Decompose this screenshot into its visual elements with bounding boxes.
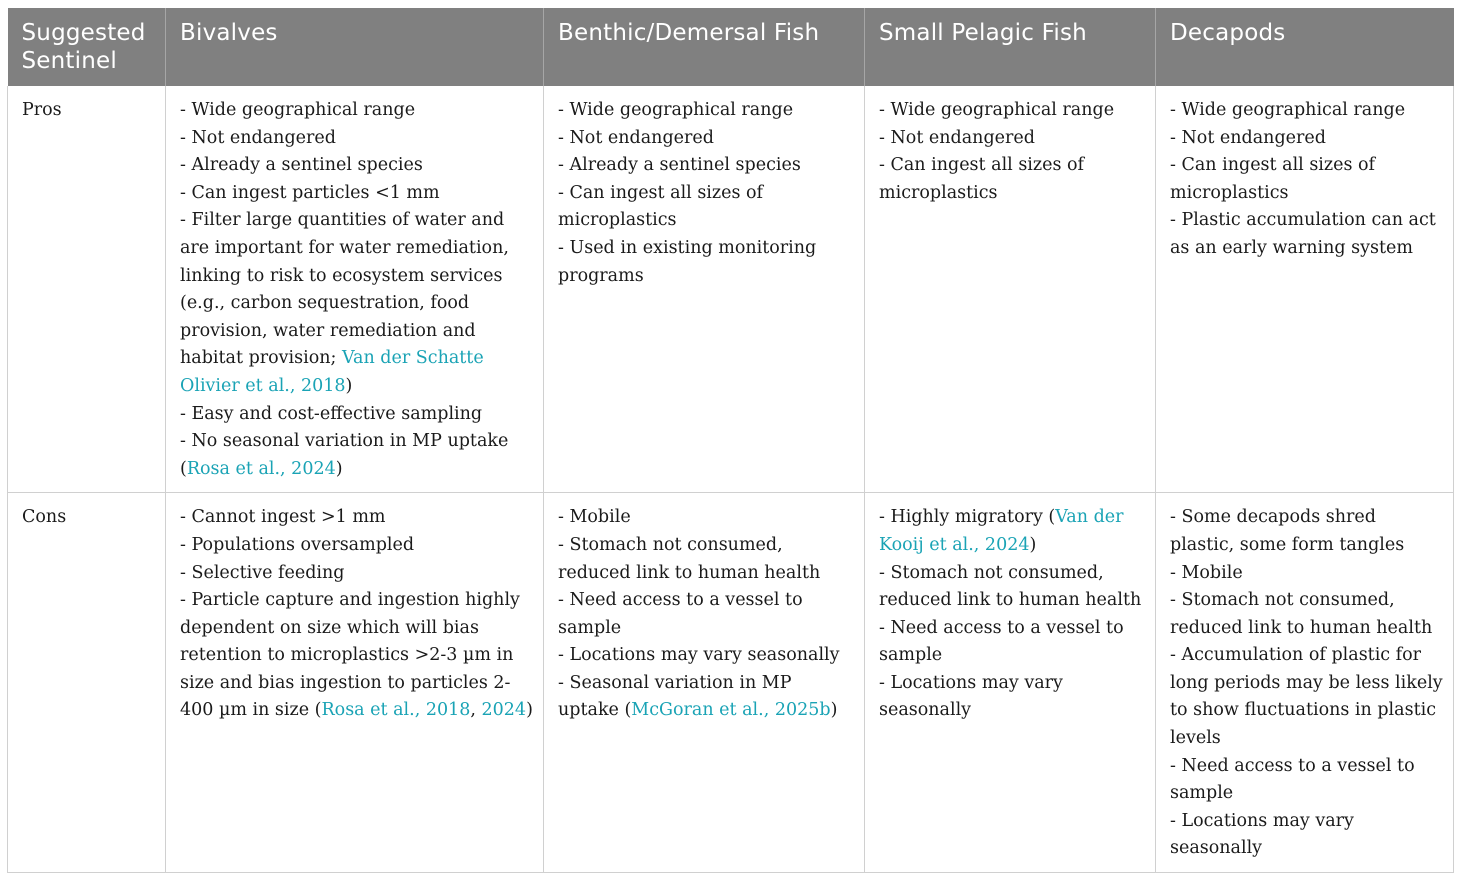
bullet-text: - Wide geographical range: [558, 100, 794, 120]
bullet-item: [879, 504, 1145, 559]
cell-pros-small-pelagic-fish: [865, 86, 1156, 493]
bullet-text: - Can ingest all sizes of microplastics: [1170, 155, 1376, 203]
bullet-item: [1170, 207, 1443, 262]
bullet-text: ): [526, 700, 533, 721]
bullet-text: - Highly migratory (: [879, 507, 1056, 528]
bullet-text: - Need access to a vessel to sample: [558, 590, 803, 638]
bullet-text: - Easy and cost-effective sampling: [180, 403, 483, 424]
bullet-text: - Populations oversampled: [180, 534, 415, 555]
bullet-item: [180, 532, 533, 560]
bullet-text: - Wide geographical range: [1170, 100, 1406, 120]
bullet-text: - Can ingest all sizes of microplastics: [558, 182, 764, 231]
bullet-text: - Not endangered: [1170, 127, 1326, 148]
bullet-item: [558, 587, 854, 642]
cell-pros-bivalves: [166, 86, 544, 493]
bullet-item: [180, 587, 533, 725]
citation-link[interactable]: McGoran et al., 2025b: [631, 700, 831, 721]
bullet-item: [558, 532, 854, 587]
bullet-item: [558, 642, 854, 670]
header-small-pelagic-fish: Small Pelagic Fish: [865, 8, 1156, 86]
table-header: [8, 8, 1454, 86]
bullet-item: [180, 401, 533, 429]
bullet-item: [1170, 97, 1443, 125]
bullet-item: [558, 670, 854, 725]
header-decapods: Decapods: [1156, 8, 1454, 86]
bullet-text: - Already a sentinel species: [180, 155, 423, 176]
bullet-item: [558, 504, 854, 532]
row-label-pros: Pros: [8, 86, 166, 493]
bullet-item: [879, 670, 1145, 725]
row-label-cons: Cons: [8, 493, 166, 873]
bullet-item: [1170, 125, 1443, 153]
bullet-text: - Mobile: [1170, 562, 1243, 583]
cell-cons-bivalves: [166, 493, 544, 873]
bullet-text: - Not endangered: [558, 127, 714, 148]
citation-link[interactable]: Rosa et al., 2018: [321, 700, 471, 721]
bullet-item: [180, 125, 533, 153]
bullet-text: - Accumulation of plastic for long periods may be less likely to show fluctuations in plastic levels: [1170, 645, 1443, 749]
bullet-item: [1170, 560, 1443, 588]
bullet-text: - Need access to a vessel to sample: [1170, 755, 1415, 804]
bullet-item: [558, 97, 854, 125]
citation-link[interactable]: Rosa et al., 2024: [186, 458, 336, 479]
bullet-item: [879, 97, 1145, 125]
bullet-item: [180, 560, 533, 588]
header-benthic-demersal-fish: Benthic/Demersal Fish: [544, 8, 865, 86]
bullet-text: - Used in existing monitoring programs: [558, 237, 817, 286]
bullet-item: [558, 180, 854, 235]
table-row-pros: [8, 86, 1454, 493]
cell-cons-benthic-demersal-fish: [544, 493, 865, 873]
bullet-text: - No seasonal variation in MP uptake (: [180, 431, 509, 479]
bullet-text: - Locations may vary seasonally: [1170, 810, 1354, 859]
citation-link[interactable]: 2024: [481, 700, 527, 721]
bullet-item: [558, 235, 854, 290]
sentinel-comparison-table: [7, 8, 1454, 873]
bullet-item: [879, 615, 1145, 670]
bullet-item: [558, 125, 854, 153]
bullet-text: - Stomach not consumed, reduced link to human health: [879, 562, 1142, 611]
bullet-item: [879, 560, 1145, 615]
header-row: [8, 8, 1454, 86]
bullet-text: - Not endangered: [879, 127, 1035, 148]
bullet-text: ): [1029, 534, 1037, 555]
bullet-text: - Plastic accumulation can act as an early warning system: [1170, 210, 1436, 258]
bullet-item: [180, 97, 533, 125]
citation-link[interactable]: Van der Schatte Olivier et al., 2018: [180, 348, 484, 396]
bullet-item: [1170, 504, 1443, 559]
bullet-text: - Some decapods shred plastic, some form tangles: [1170, 507, 1405, 555]
bullet-text: - Filter large quantities of water and are important for water remediation, linking to risk to ecosystem services (e.g., carbon sequestration, food provision, water remediation and habitat provision;: [180, 210, 509, 369]
bullet-text: - Mobile: [558, 507, 631, 528]
bullet-text: - Wide geographical range: [180, 100, 416, 120]
bullet-item: [1170, 587, 1443, 642]
bullet-text: ): [345, 375, 353, 396]
bullet-text: - Locations may vary seasonally: [558, 645, 840, 666]
header-bivalves: Bivalves: [166, 8, 544, 86]
bullet-item: [1170, 753, 1443, 808]
table-row-cons: [8, 493, 1454, 873]
bullet-text: - Locations may vary seasonally: [879, 672, 1063, 721]
bullet-item: [879, 125, 1145, 153]
bullet-text: - Seasonal variation in MP uptake (: [558, 672, 792, 721]
bullet-text: - Already a sentinel species: [558, 155, 801, 176]
bullet-text: - Need access to a vessel to sample: [879, 617, 1124, 666]
bullet-item: [180, 152, 533, 180]
cell-pros-decapods: [1156, 86, 1454, 493]
bullet-item: [879, 152, 1145, 207]
bullet-text: - Particle capture and ingestion highly dependent on size which will bias retention to microplastics >2-3 µm in size and bias ingestion to particles 2-400 µm in size (: [180, 590, 520, 721]
cell-cons-small-pelagic-fish: [865, 493, 1156, 873]
citation-link[interactable]: Van der Kooij et al., 2024: [879, 507, 1124, 555]
bullet-item: [180, 180, 533, 208]
bullet-item: [1170, 808, 1443, 863]
bullet-text: - Can ingest all sizes of microplastics: [879, 155, 1085, 203]
bullet-item: [180, 428, 533, 483]
bullet-text: ): [830, 700, 838, 721]
bullet-item: [180, 504, 533, 532]
bullet-text: - Not endangered: [180, 127, 336, 148]
bullet-text: ,: [470, 700, 482, 721]
bullet-text: - Wide geographical range: [879, 100, 1115, 120]
bullet-text: - Stomach not consumed, reduced link to human health: [558, 534, 821, 583]
bullet-item: [558, 152, 854, 180]
cell-cons-decapods: [1156, 493, 1454, 873]
cell-pros-benthic-demersal-fish: [544, 86, 865, 493]
bullet-text: - Cannot ingest >1 mm: [180, 507, 386, 528]
bullet-item: [1170, 152, 1443, 207]
bullet-text: - Can ingest particles <1 mm: [180, 182, 440, 203]
bullet-item: [1170, 642, 1443, 752]
bullet-item: [180, 207, 533, 400]
table-body: [8, 86, 1454, 873]
header-suggested-sentinel: Suggested Sentinel: [8, 8, 166, 86]
bullet-text: - Selective feeding: [180, 562, 345, 583]
bullet-text: ): [335, 458, 343, 479]
bullet-text: - Stomach not consumed, reduced link to human health: [1170, 590, 1433, 638]
